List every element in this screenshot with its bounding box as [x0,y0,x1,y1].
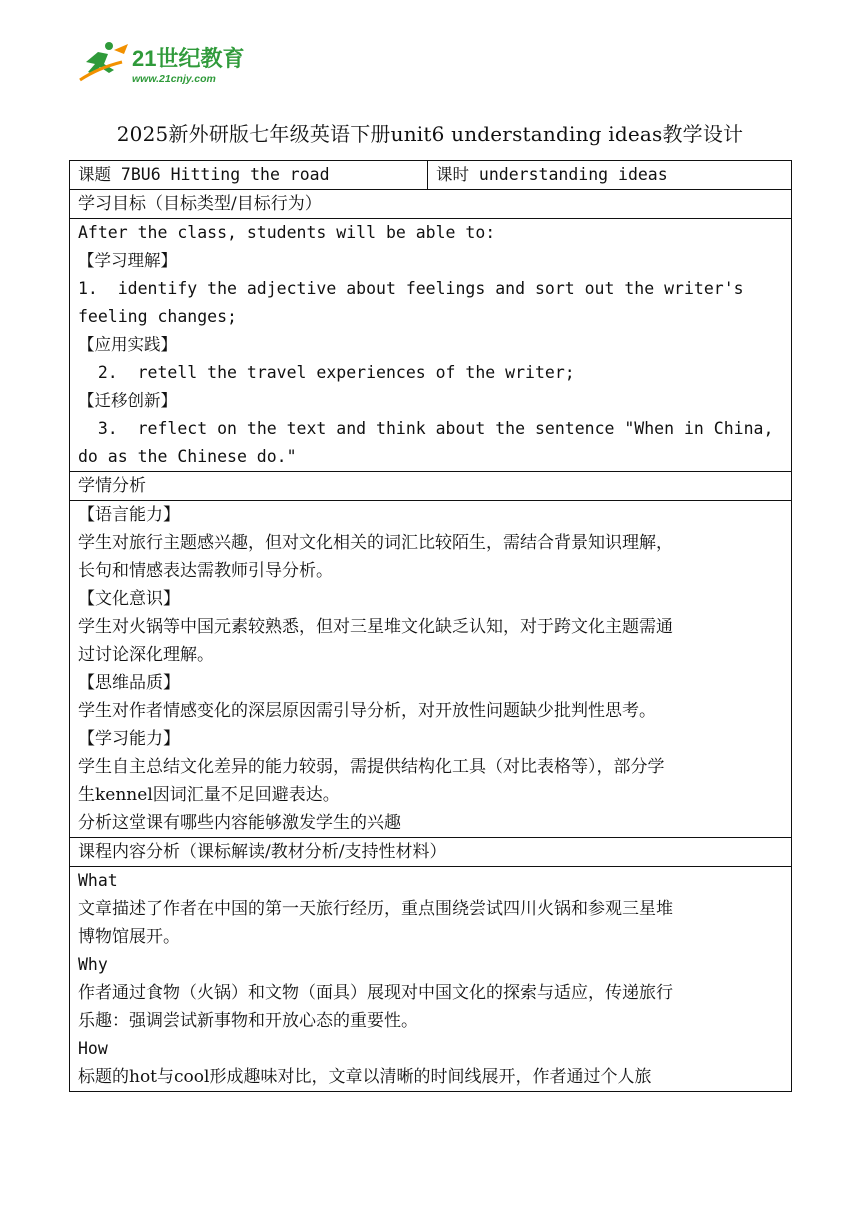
analysis-line: 分析这堂课有哪些内容能够激发学生的兴趣 [78,813,401,833]
content-cell [70,867,792,1092]
content-line: 乐趣：强调尝试新事物和开放心态的重要性。 [78,1011,418,1031]
content-line: How [78,1039,108,1058]
topic-cell [70,161,428,190]
topic-label: 课题 [78,165,111,184]
content-line: 标题的hot与cool形成趣味对比，文章以清晰的时间线展开，作者通过个人旅 [78,1067,652,1087]
topic-row [70,161,792,190]
logo-brand-text: 21世纪教育 [132,46,245,71]
analysis-line: 长句和情感表达需教师引导分析。 [78,561,333,581]
objective-line: 【学习理解】 [78,251,177,270]
analysis-row [70,501,792,838]
objectives-row [70,219,792,472]
objective-line: 【迁移创新】 [78,391,177,410]
analysis-line: 【文化意识】 [78,589,180,609]
objective-line: 【应用实践】 [78,335,177,354]
objective-line: do as the Chinese do." [78,447,297,466]
analysis-header-row [70,472,792,501]
content-header-row [70,838,792,867]
period-value: understanding ideas [469,165,668,184]
period-label: 课时 [436,165,469,184]
objective-line: 3. reflect on the text and think about the sentence "When in China, [78,419,774,438]
objective-line: feeling changes; [78,307,237,326]
analysis-line: 过讨论深化理解。 [78,645,214,665]
content-header: 课程内容分析（课标解读/教材分析/支持性材料） [70,838,792,867]
objectives-cell [70,219,792,472]
analysis-line: 学生对作者情感变化的深层原因需引导分析，对开放性问题缺少批判性思考。 [78,701,656,721]
analysis-cell [70,501,792,838]
document-title: 2025新外研版七年级英语下册unit6 understanding ideas教学设计 [116,122,744,146]
content-row [70,867,792,1092]
logo-url-text: www.21cnjy.com [132,73,216,85]
analysis-header: 学情分析 [70,472,792,501]
objectives-header: 学习目标（目标类型/目标行为） [70,190,792,219]
analysis-line: 【学习能力】 [78,729,180,749]
objectives-header-row [70,190,792,219]
content-line: 博物馆展开。 [78,927,180,947]
analysis-line: 学生对旅行主题感兴趣，但对文化相关的词汇比较陌生，需结合背景知识理解， [78,533,673,553]
content-line: Why [78,955,108,974]
topic-value: 7BU6 Hitting the road [111,165,330,184]
objective-line: 1. identify the adjective about feelings and sort out the writer's [78,279,744,298]
runner-icon [80,42,128,80]
analysis-line: 【思维品质】 [78,673,180,693]
period-cell [428,161,792,190]
analysis-line: 【语言能力】 [78,505,180,525]
content-line: 作者通过食物（火锅）和文物（面具）展现对中国文化的探索与适应，传递旅行 [78,983,673,1003]
analysis-line: 生kennel因词汇量不足回避表达。 [78,785,340,805]
objective-line: After the class, students will be able to: [78,223,496,242]
content-line: 文章描述了作者在中国的第一天旅行经历，重点围绕尝试四川火锅和参观三星堆 [78,899,673,919]
brand-logo [78,40,248,86]
lesson-plan-table [69,160,792,1092]
content-line: What [78,871,118,890]
analysis-line: 学生对火锅等中国元素较熟悉，但对三星堆文化缺乏认知，对于跨文化主题需通 [78,617,673,637]
objective-line: 2. retell the travel experiences of the writer; [78,363,575,382]
analysis-line: 学生自主总结文化差异的能力较弱，需提供结构化工具（对比表格等），部分学 [78,757,665,777]
